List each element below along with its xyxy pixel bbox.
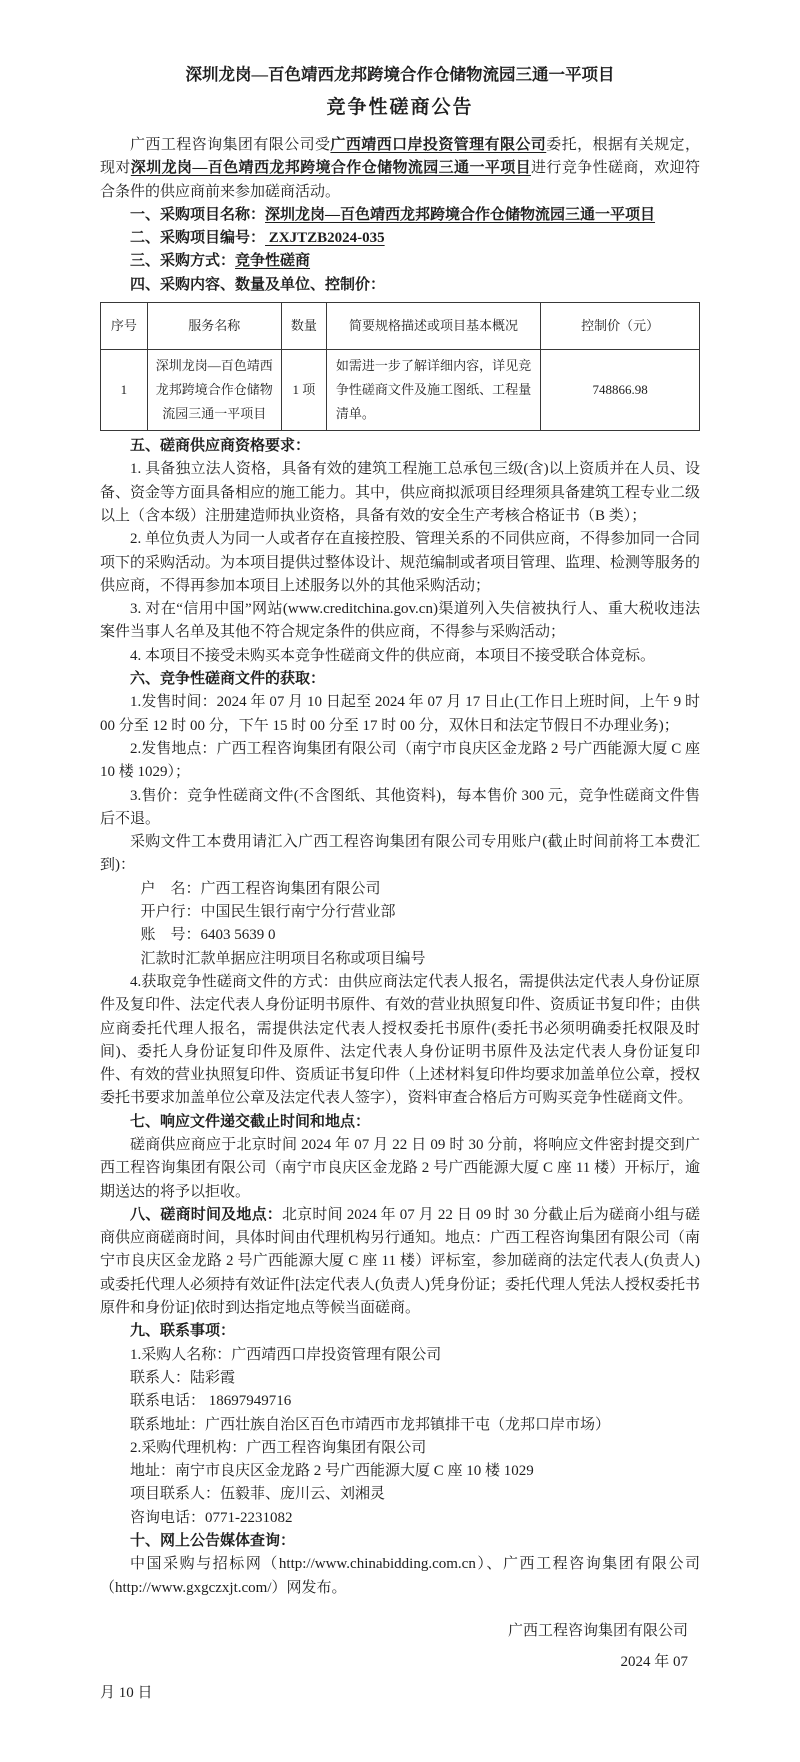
page-title: 深圳龙岗—百色靖西龙邦跨境合作仓储物流园三通一平项目 <box>185 65 615 84</box>
emphasis-text: 广西靖西口岸投资管理有限公司 <box>330 137 547 153</box>
contact-person <box>100 1367 700 1390</box>
emphasis-text: 三、采购方式： <box>130 253 236 270</box>
col-quantity: 数量 <box>281 303 326 350</box>
account-number <box>100 924 700 947</box>
agency-name <box>100 1437 700 1460</box>
body-text: 采购文件工本费用请汇入广西工程咨询集团有限公司专用账户(截止时间前将工本费汇到)： <box>100 834 700 874</box>
emphasis-text: 七、响应文件递交截止时间和地点： <box>130 1113 371 1130</box>
section-10-heading <box>100 1530 700 1553</box>
section-5-heading <box>100 435 700 458</box>
body-text: 咨询电话：0771-2231082 <box>130 1509 293 1526</box>
table-header-row <box>101 303 700 350</box>
section-6-heading <box>100 668 700 691</box>
col-description: 简要规格描述或项目基本概况 <box>326 303 540 350</box>
document-obtain-method <box>100 971 700 1111</box>
qualification-item-2 <box>100 528 700 598</box>
qualification-item-1 <box>100 458 700 528</box>
qualification-item-4 <box>100 645 700 668</box>
section-4-heading <box>100 274 700 297</box>
body-text: 1.发售时间：2024 年 07 月 10 日起至 2024 年 07 月 17 日止(工作日上班时间，上午 9 时 00 分至 12 时 00 分，下午 15 时 00 分至 17 时 00 分，双休日和法定节假日不办理业务)； <box>100 694 700 734</box>
bank-name <box>100 901 700 924</box>
table-row <box>101 350 700 431</box>
body-text: 联系人：陆彩霞 <box>130 1369 236 1386</box>
purchaser-name <box>100 1344 700 1367</box>
inquiry-phone <box>100 1507 700 1530</box>
body-text: 3. 对在“信用中国”网站(www.creditchina.gov.cn)渠道列入失信被执行人、重大税收违法案件当事人名单及其他不符合规定条件的供应商，不得参与采购活动； <box>100 601 700 641</box>
emphasis-text: ZXJTZB2024-035 <box>265 230 385 247</box>
submission-deadline <box>100 1134 700 1204</box>
body-text: 中国采购与招标网（http://www.chinabidding.com.cn）、广西工程咨询集团有限公司（http://www.gxgczxjt.com/）网发布。 <box>100 1556 700 1596</box>
agency-address <box>100 1460 700 1483</box>
body-text: 进行竞争性磋商，欢迎符合条件的供应商前来参加磋商活动。 <box>100 160 700 200</box>
closing-date-line-1: 2024 年 07 <box>620 1653 688 1670</box>
section-8-consultation-time <box>100 1204 700 1320</box>
emphasis-text: 四、采购内容、数量及单位、控制价： <box>130 276 386 293</box>
media-publication <box>100 1553 700 1600</box>
section-1-project-name <box>100 204 700 227</box>
section-7-heading <box>100 1111 700 1134</box>
remittance-note <box>100 948 700 971</box>
body-text: 4.获取竞争性磋商文件的方式：由供应商法定代表人报名，需提供法定代表人身份证原件及复印件、法定代表人身份证明书原件、有效的营业执照复印件、资质证书复印件；由供应商委托代理人报名，需提供法定代表人授权委托书原件(委托书必须明确委托权限及时间)、委托人身份证复印件及原件、法定代表人身份证明书原件及法定代表人身份证复印件、有效的营业执照复印件、资质证书复印件（上述材料复印件均要求加盖单位公章，授权委托书要求加盖单位公章及法定代表人签字），资料审查合格后方可购买竞争性磋商文件。 <box>100 973 701 1107</box>
emphasis-text: 九、联系事项： <box>130 1323 236 1340</box>
project-contacts <box>100 1483 700 1506</box>
body-text: 汇款时汇款单据应注明项目名称或项目编号 <box>140 950 426 967</box>
procurement-table <box>100 302 700 431</box>
emphasis-text: 一、采购项目名称： <box>130 206 266 223</box>
body-text: 3.售价：竞争性磋商文件(不含图纸、其他资料)，每本售价 300 元，竞争性磋商文件售后不退。 <box>100 787 700 827</box>
body-text: 联系地址：广西壮族自治区百色市靖西市龙邦镇排干屯（龙邦口岸市场） <box>130 1416 611 1433</box>
payment-note <box>100 831 700 878</box>
closing-block <box>100 1616 700 1709</box>
emphasis-text: 竞争性磋商 <box>235 253 311 270</box>
emphasis-text: 六、竞争性磋商文件的获取： <box>130 671 326 688</box>
qualification-item-3 <box>100 598 700 645</box>
col-control-price: 控制价（元） <box>541 303 700 350</box>
body-text: 4. 本项目不接受未购买本竞争性磋商文件的供应商，本项目不接受联合体竞标。 <box>130 647 656 664</box>
body-text: 开户行：中国民生银行南宁分行营业部 <box>140 904 396 921</box>
sale-time <box>100 691 700 738</box>
emphasis-text: 十、网上公告媒体查询： <box>130 1533 296 1550</box>
cell-quantity: 1 项 <box>281 350 326 431</box>
body-text: 委托，根据有关规定，现对 <box>100 137 700 177</box>
body-text: 北京时间 2024 年 07 月 22 日 09 时 30 分截止后为磋商小组与磋商供应商磋商时间，具体时间由代理机构另行通知。地点：广西工程咨询集团有限公司（南宁市良庆区金龙路 2 号广西能源大厦 C 座 11 楼）评标室，参加磋商的法定代表人(负责人)或委托代理人必须持有效证件[法定代表人(负责人)凭身份证；委托代理人凭法人授权委托书原件和身份证]依时到达指定地点等候当面磋商。 <box>100 1206 701 1317</box>
closing-date-line-2: 月 10 日 <box>100 1684 153 1701</box>
document-body <box>100 134 700 1600</box>
sale-price <box>100 785 700 832</box>
col-service-name: 服务名称 <box>147 303 281 350</box>
body-text: 2.发售地点：广西工程咨询集团有限公司（南宁市良庆区金龙路 2 号广西能源大厦 C 座 10 楼 1029）； <box>100 740 700 781</box>
col-serial: 序号 <box>101 303 148 350</box>
body-text: 广西工程咨询集团有限公司受 <box>130 137 331 153</box>
section-9-heading <box>100 1320 700 1343</box>
account-name <box>100 878 700 901</box>
cell-control-price: 748866.98 <box>541 350 700 431</box>
intro-paragraph <box>100 134 700 204</box>
emphasis-text: 五、磋商供应商资格要求： <box>130 438 311 455</box>
issuer-signature: 广西工程咨询集团有限公司 <box>507 1622 688 1639</box>
cell-serial: 1 <box>101 350 148 431</box>
cell-description: 如需进一步了解详细内容，详见竞争性磋商文件及施工图纸、工程量清单。 <box>326 350 540 431</box>
section-3-procurement-method <box>100 250 700 273</box>
contact-phone <box>100 1390 700 1413</box>
body-text: 1. 具备独立法人资格，具备有效的建筑工程施工总承包三级(含)以上资质并在人员、设备、资金等方面具备相应的施工能力。其中，供应商拟派项目经理须具备建筑工程专业二级以上（含本级）注册建造师执业资格，具备有效的安全生产考核合格证书（B 类）； <box>100 461 701 524</box>
body-text: 联系电话： 18697949716 <box>130 1393 292 1410</box>
body-text: 地址：南宁市良庆区金龙路 2 号广西能源大厦 C 座 10 楼 1029 <box>130 1463 534 1480</box>
body-text: 2.采购代理机构：广西工程咨询集团有限公司 <box>130 1439 427 1456</box>
body-text: 户 名：广西工程咨询集团有限公司 <box>140 880 381 897</box>
emphasis-text: 深圳龙岗—百色靖西龙邦跨境合作仓储物流园三通一平项目 <box>265 206 656 223</box>
cell-service-name: 深圳龙岗—百色靖西龙邦跨境合作仓储物流园三通一平项目 <box>147 350 281 431</box>
announcement-type-title: 竞争性磋商公告 <box>326 97 474 118</box>
body-text: 磋商供应商应于北京时间 2024 年 07 月 22 日 09 时 30 分前，将响应文件密封提交到广西工程咨询集团有限公司（南宁市良庆区金龙路 2 号广西能源大厦 C 座 11 楼）开标厅，逾期送达的将予以拒收。 <box>100 1136 700 1200</box>
contact-address <box>100 1414 700 1437</box>
body-text: 1.采购人名称：广西靖西口岸投资管理有限公司 <box>130 1346 442 1363</box>
body-text: 账 号：6403 5639 0 <box>140 927 276 944</box>
body-text: 项目联系人：伍毅菲、庞川云、刘湘灵 <box>130 1486 386 1503</box>
body-text: 2. 单位负责人为同一人或者存在直接控股、管理关系的不同供应商，不得参加同一合同项下的采购活动。为本项目提供过整体设计、规范编制或者项目管理、监理、检测等服务的供应商，不得再参加本项目上述服务以外的其他采购活动； <box>100 531 701 594</box>
section-2-project-number <box>100 227 700 250</box>
emphasis-text: 八、磋商时间及地点： <box>130 1206 282 1223</box>
sale-place <box>100 738 700 785</box>
emphasis-text: 二、采购项目编号： <box>130 230 266 247</box>
emphasis-text: 深圳龙岗—百色靖西龙邦跨境合作仓储物流园三通一平项目 <box>130 160 532 177</box>
